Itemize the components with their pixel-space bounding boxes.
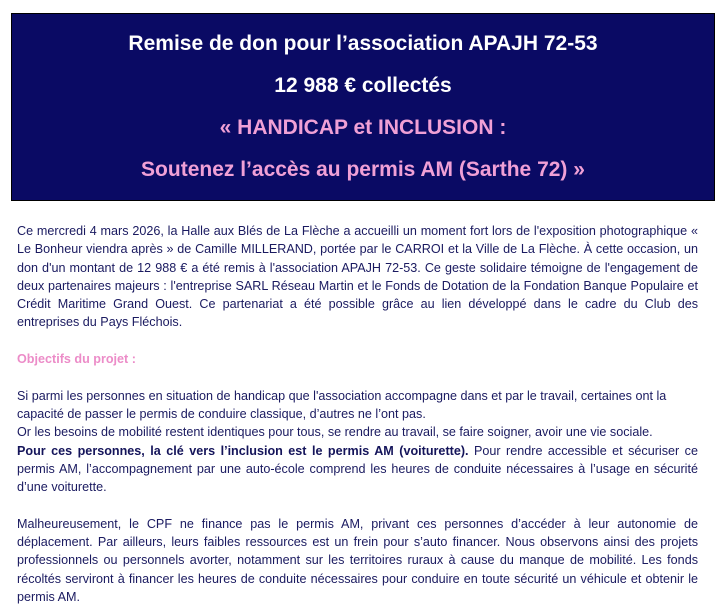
- intro-paragraph: Ce mercredi 4 mars 2026, la Halle aux Blés de La Flèche a accueilli un moment fort lors de l'exposition photographique « Le Bonheur viendra après » de Camille MILLERAND, portée par le CARROI et la Ville de La Flèche. À cette occasion, un don d'un montant de 12 988 € a été remis à l'association APAJH 72-53. Ce geste solidaire témoigne de l'engagement de deux partenaires majeurs : l'entreprise SARL Réseau Martin et le Fonds de Dotation de la Fondation Banque Populaire et Crédit Maritime Grand Ouest. Ce partenariat a été possible grâce au lien développé dans le cadre du Club des entreprises du Pays Fléchois.: [17, 224, 698, 330]
- banner-slogan-2: Soutenez l’accès au permis AM (Sarthe 72) »: [141, 158, 585, 181]
- objectives-line-2: Or les besoins de mobilité restent identiques pour tous, se rendre au travail, se faire soigner, avoir une vie sociale.: [17, 425, 653, 440]
- spacer: [17, 368, 698, 386]
- banner-slogan-1: « HANDICAP et INCLUSION :: [219, 116, 507, 139]
- spacer: [17, 496, 698, 514]
- banner-amount: 12 988 € collectés: [274, 74, 452, 97]
- spacer: [17, 332, 698, 350]
- objectives-heading: Objectifs du projet :: [17, 352, 136, 367]
- objectives-bold-text: Pour ces personnes, la clé vers l’inclusion est le permis AM (voiturette).: [17, 443, 469, 458]
- closing-paragraph: Malheureusement, le CPF ne finance pas le permis AM, privant ces personnes d’accéder à leur autonomie de déplacement. Par ailleurs, leurs faibles ressources est un frein pour s’auto financer. Nous observons ainsi des projets professionnels ou personnels avorter, notamment sur les territoires ruraux à cause du manque de mobilité. Les fonds récoltés serviront à financer les heures de conduite nécessaires pour conduire en toute sécurité un véhicule et obtenir le permis AM.: [17, 516, 698, 604]
- header-banner: [11, 13, 715, 201]
- objectives-line-1: Si parmi les personnes en situation de handicap que l'association accompagne dans et par le travail, certaines ont la capacité de passer le permis de conduire classique, d’autres ne l’ont pas.: [17, 388, 667, 421]
- objectives-rest-text: Pour rendre accessible et sécuriser ce permis AM, l’accompagnement par une auto-école comprend les heures de conduite nécessaires à l’usage en sécurité d’une voiturette.: [17, 443, 698, 495]
- document-body: [17, 222, 698, 606]
- objectives-paragraph: [17, 442, 698, 497]
- banner-title: Remise de don pour l’association APAJH 72-53: [128, 32, 598, 55]
